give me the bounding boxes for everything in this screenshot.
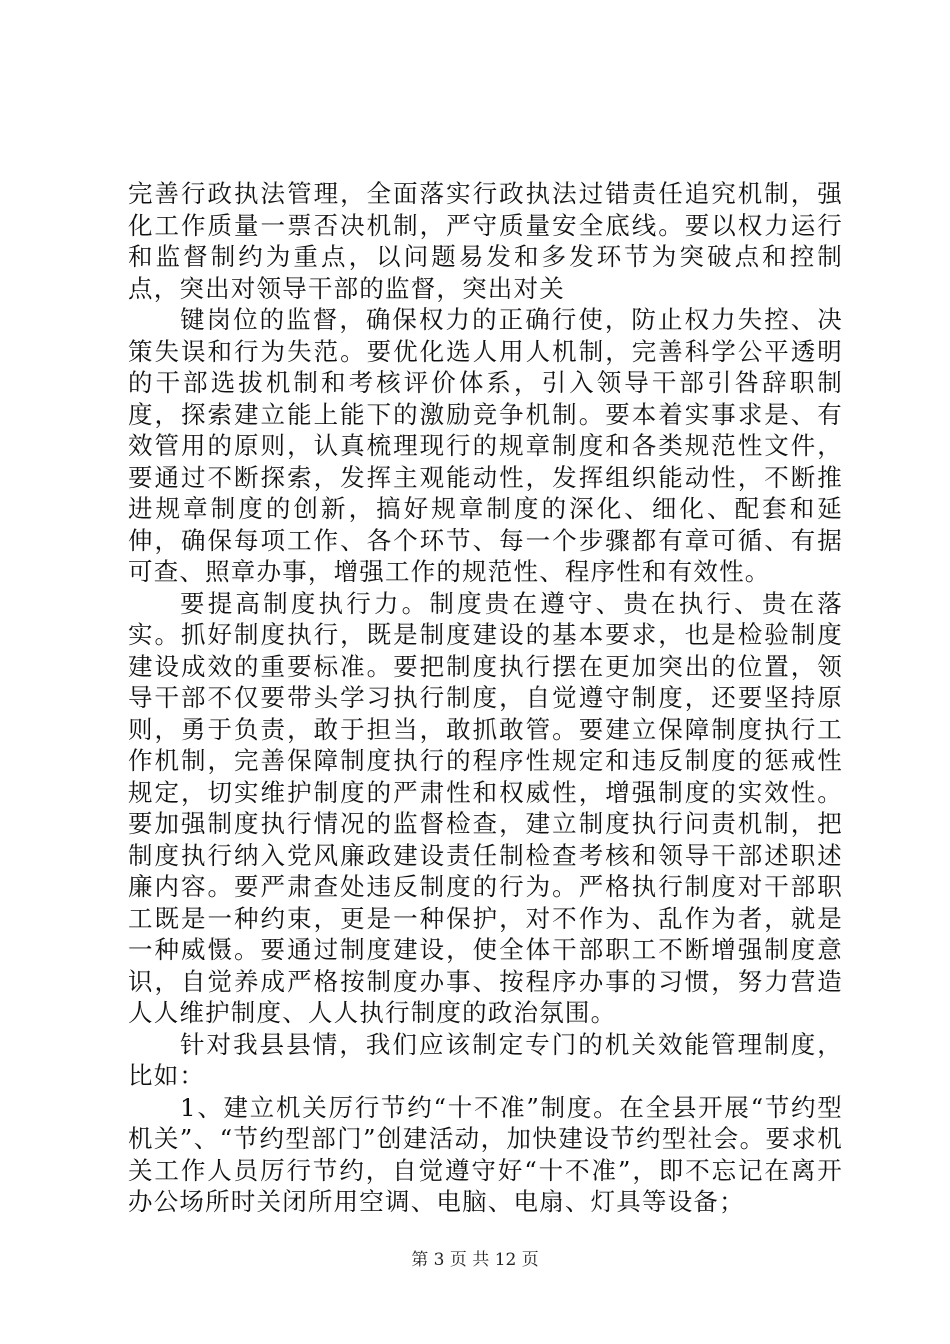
- paragraph-4: 针对我县县情，我们应该制定专门的机关效能管理制度，比如：: [128, 1029, 843, 1090]
- paragraph-2: 键岗位的监督，确保权力的正确行使，防止权力失控、决策失误和行为失范。要优化选人用人机制，完善科学公平透明的干部选拔机制和考核评价体系，引入领导干部引咎辞职制度，探索建立能上能下的激励竞争机制。要本着实事求是、有效管用的原则，认真梳理现行的规章制度和各类规范性文件，要通过不断探索，发挥主观能动性，发挥组织能动性，不断推进规章制度的创新，搞好规章制度的深化、细化、配套和延伸，确保每项工作、各个环节、每一个步骤都有章可循、有据可查、照章办事，增强工作的规范性、程序性和有效性。: [128, 305, 843, 586]
- paragraph-3: 要提高制度执行力。制度贵在遵守、贵在执行、贵在落实。抓好制度执行，既是制度建设的基本要求，也是检验制度建设成效的重要标准。要把制度执行摆在更加突出的位置，领导干部不仅要带头学习执行制度，自觉遵守制度，还要坚持原则，勇于负责，敢于担当，敢抓敢管。要建立保障制度执行工作机制，完善保障制度执行的程序性规定和违反制度的惩戒性规定，切实维护制度的严肃性和权威性，增强制度的实效性。要加强制度执行情况的监督检查，建立制度执行问责机制，把制度执行纳入党风廉政建设责任制检查考核和领导干部述职述廉内容。要严肃查处违反制度的行为。严格执行制度对干部职工既是一种约束，更是一种保护，对不作为、乱作为者，就是一种威慑。要通过制度建设，使全体干部职工不断增强制度意识，自觉养成严格按制度办事、按程序办事的习惯，努力营造人人维护制度、人人执行制度的政治氛围。: [128, 588, 843, 1027]
- paragraph-5: 1、建立机关厉行节约“十不准”制度。在全县开展“节约型机关”、“节约型部门”创建活动，加快建设节约型社会。要求机关工作人员厉行节约，自觉遵守好“十不准”，即不忘记在离开办公场所时关闭所用空调、电脑、电扇、灯具等设备；: [128, 1092, 843, 1216]
- page-number-footer: 第 3 页 共 12 页: [411, 1250, 539, 1270]
- document-body: [128, 178, 843, 1218]
- paragraph-1: 完善行政执法管理，全面落实行政执法过错责任追究机制，强化工作质量一票否决机制，严守质量安全底线。要以权力运行和监督制约为重点，以问题易发和多发环节为突破点和控制点，突出对领导干部的监督，突出对关: [128, 179, 843, 303]
